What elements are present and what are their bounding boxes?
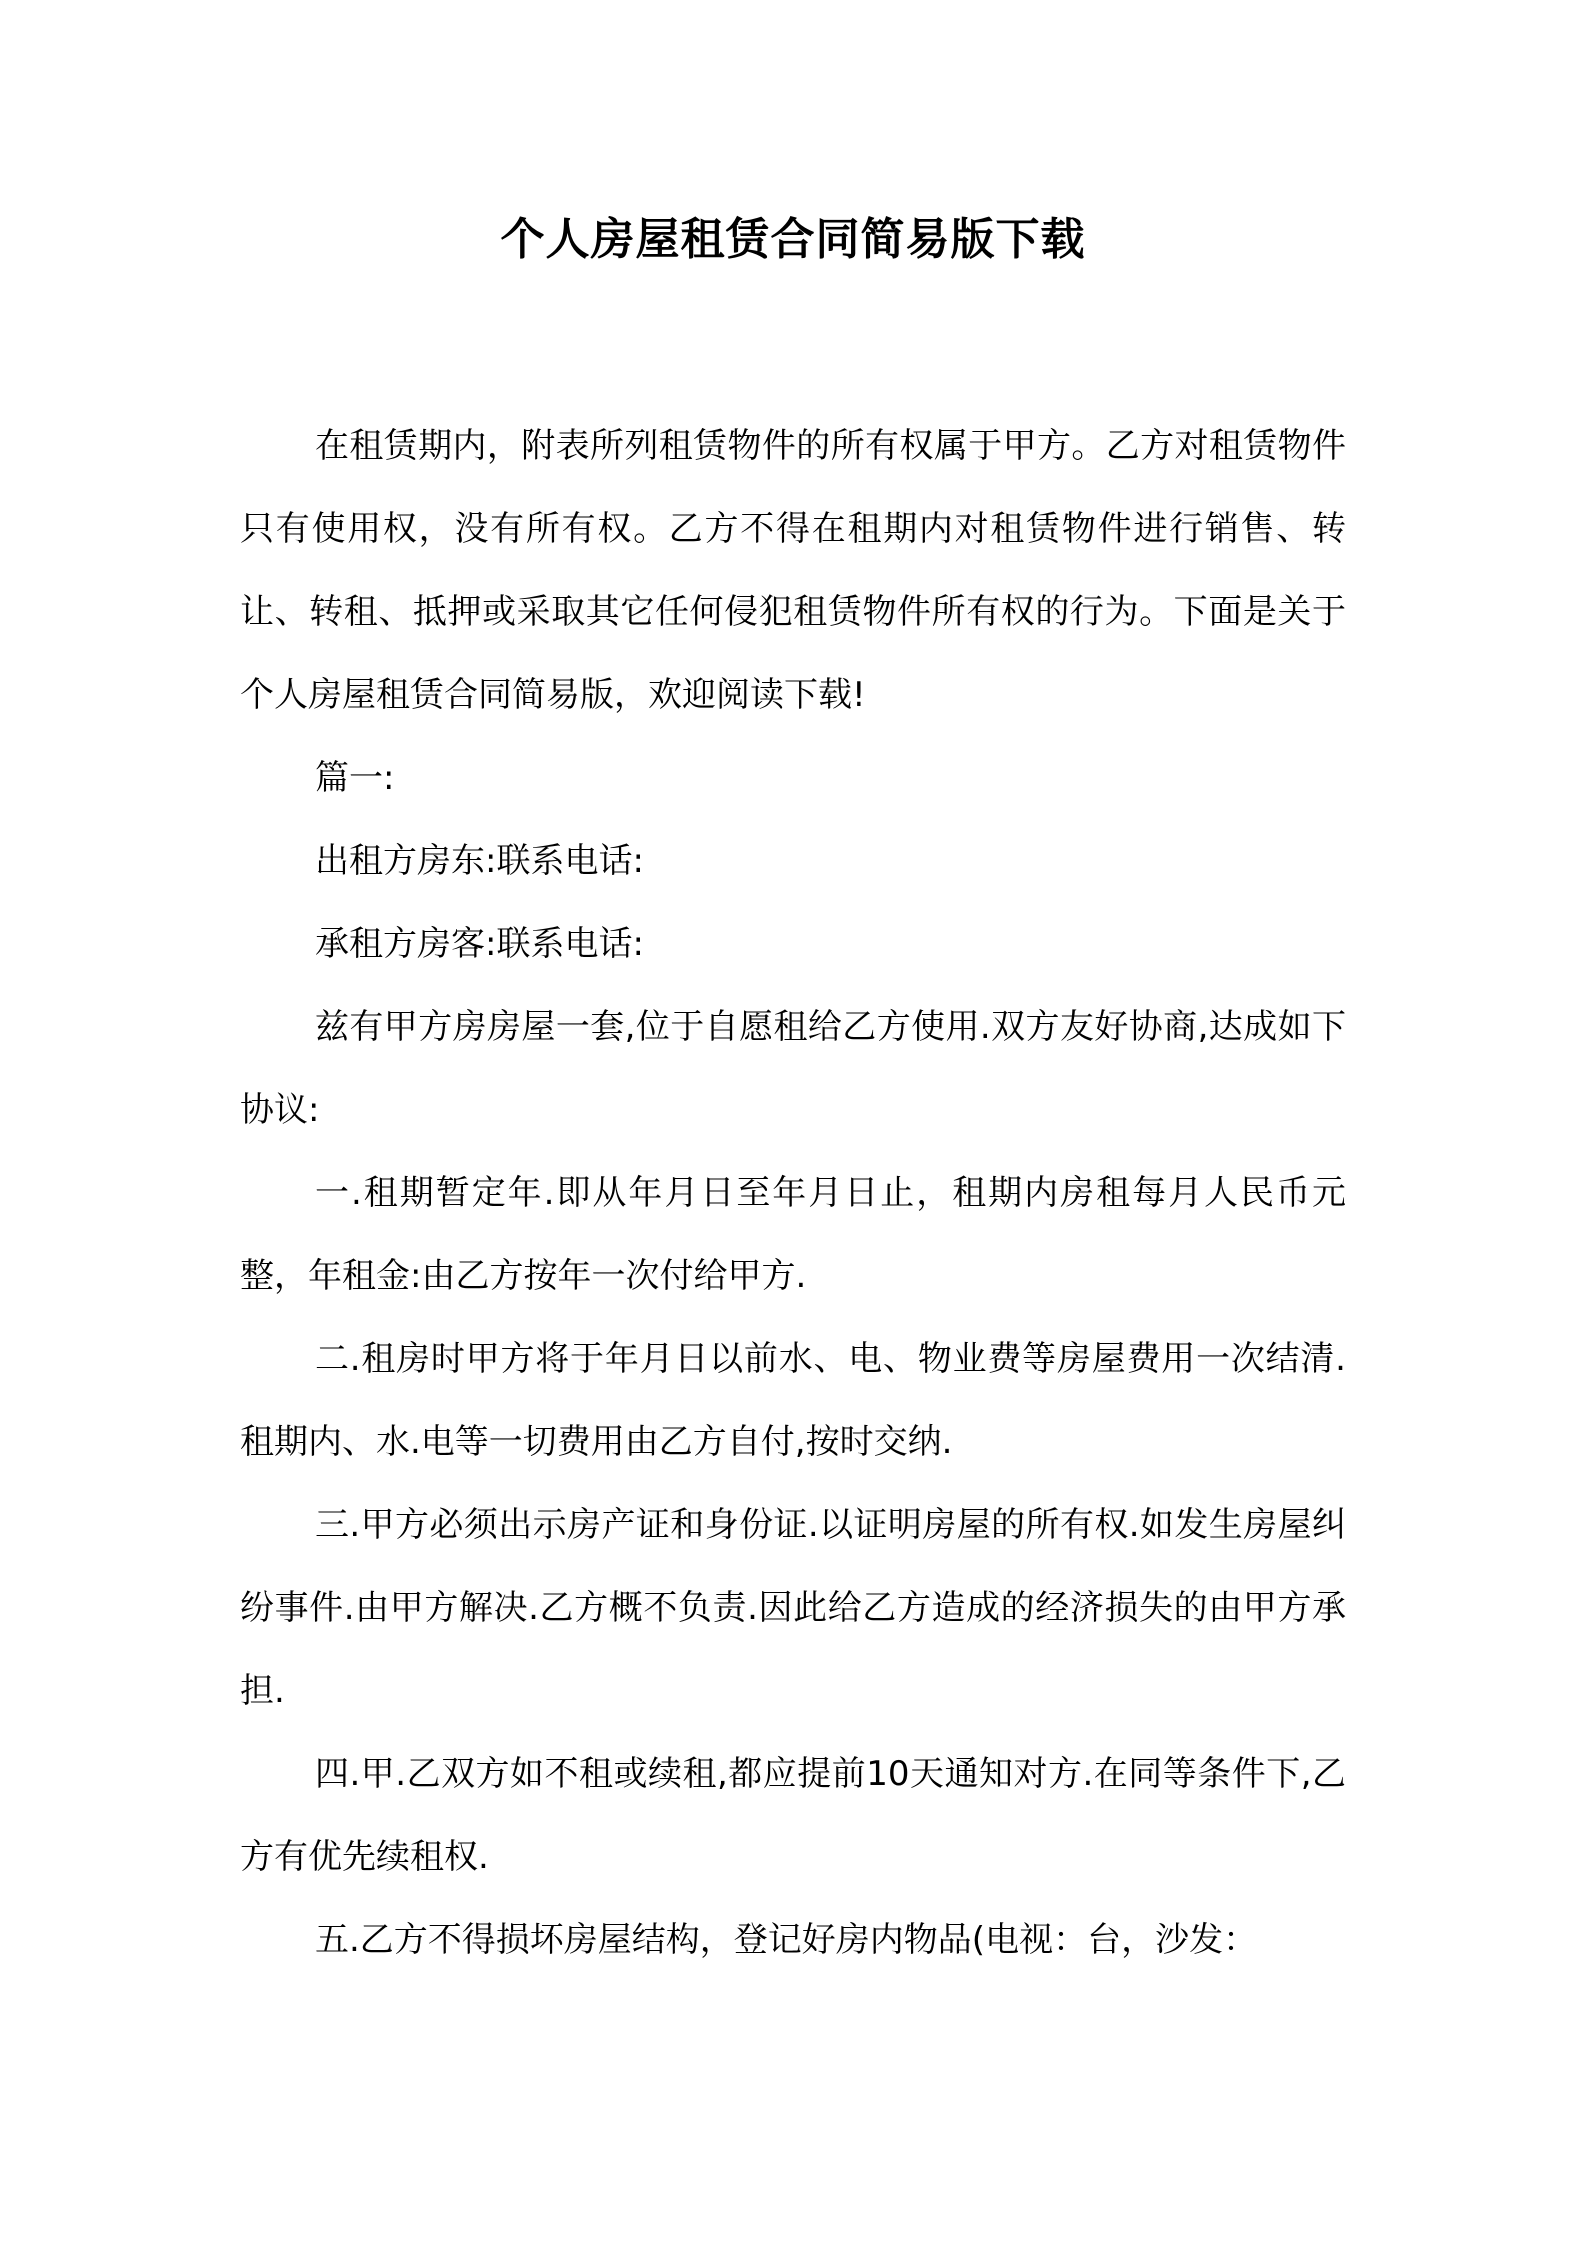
document-body	[240, 405, 1346, 1982]
paragraph-agreement-preamble: 兹有甲方房房屋一套,位于自愿租给乙方使用.双方友好协商,达成如下协议:	[240, 1007, 1346, 1130]
paragraph-intro: 在租赁期内，附表所列租赁物件的所有权属于甲方。乙方对租赁物件只有使用权，没有所有权。乙方不得在租期内对租赁物件进行销售、转让、转租、抵押或采取其它任何侵犯租赁物件所有权的行为。下面是关于个人房屋租赁合同简易版，欢迎阅读下载!	[240, 426, 1346, 715]
paragraph-section-label: 篇一:	[315, 758, 395, 798]
paragraph-clause-2: 二.租房时甲方将于年月日以前水、电、物业费等房屋费用一次结清.租期内、水.电等一切费用由乙方自付,按时交纳.	[240, 1339, 1346, 1462]
paragraph-clause-5: 五.乙方不得损坏房屋结构，登记好房内物品(电视：台，沙发：	[315, 1920, 1258, 1960]
paragraph-lessee: 承租方房客:联系电话:	[315, 924, 644, 964]
paragraph-clause-4: 四.甲.乙双方如不租或续租,都应提前10天通知对方.在同等条件下,乙方有优先续租权.	[240, 1754, 1346, 1877]
paragraph-lessor: 出租方房东:联系电话:	[315, 841, 644, 881]
paragraph-clause-1: 一.租期暂定年.即从年月日至年月日止，租期内房租每月人民币元整，年租金:由乙方按年一次付给甲方.	[240, 1173, 1346, 1296]
document-title: 个人房屋租赁合同简易版下载	[500, 214, 1086, 265]
paragraph-clause-3: 三.甲方必须出示房产证和身份证.以证明房屋的所有权.如发生房屋纠纷事件.由甲方解决.乙方概不负责.因此给乙方造成的经济损失的由甲方承担.	[240, 1505, 1346, 1711]
